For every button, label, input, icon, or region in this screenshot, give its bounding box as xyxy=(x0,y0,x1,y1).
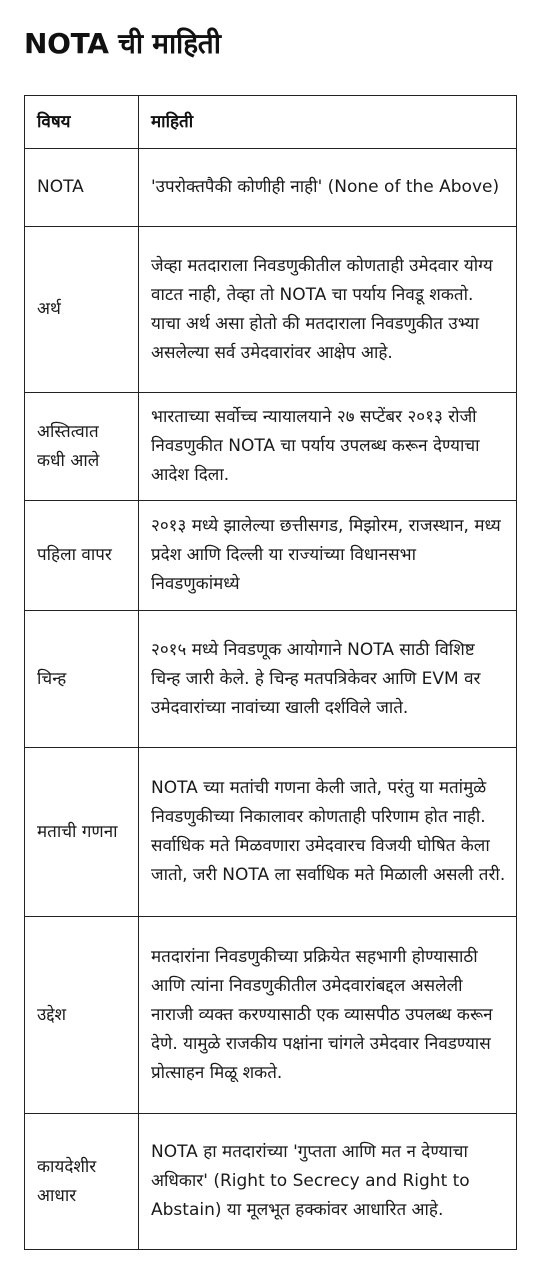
row-subject: चिन्ह xyxy=(25,611,139,748)
row-subject: अस्तित्वात कधी आले xyxy=(25,393,139,501)
table-row xyxy=(25,393,517,501)
row-info: २०१५ मध्ये निवडणूक आयोगाने NOTA साठी विशिष्ट चिन्ह जारी केले. हे चिन्ह मतपत्रिकेवर आणि EVM वर उमेदवारांच्या नावांच्या खाली दर्शविले जाते. xyxy=(139,611,517,748)
table-row xyxy=(25,748,517,917)
table-header-row xyxy=(25,96,517,149)
row-subject: NOTA xyxy=(25,149,139,227)
row-info: NOTA च्या मतांची गणना केली जाते, परंतु या मतांमुळे निवडणुकीच्या निकालावर कोणताही परिणाम होत नाही. सर्वाधिक मते मिळवणारा उमेदवारच विजयी घोषित केला जातो, जरी NOTA ला सर्वाधिक मते मिळाली असली तरी. xyxy=(139,748,517,917)
page-title: NOTA ची माहिती xyxy=(24,27,221,60)
table-row xyxy=(25,611,517,748)
nota-info-table xyxy=(24,95,517,1250)
row-subject: उद्देश xyxy=(25,917,139,1114)
header-info: माहिती xyxy=(139,96,517,149)
row-info: जेव्हा मतदाराला निवडणुकीतील कोणताही उमेदवार योग्य वाटत नाही, तेव्हा तो NOTA चा पर्याय निवडू शकतो. याचा अर्थ असा होतो की मतदाराला निवडणुकीत उभ्या असलेल्या सर्व उमेदवारांवर आक्षेप आहे. xyxy=(139,227,517,393)
row-subject: कायदेशीर आधार xyxy=(25,1114,139,1250)
row-info: भारताच्या सर्वोच्च न्यायालयाने २७ सप्टेंबर २०१३ रोजी निवडणुकीत NOTA चा पर्याय उपलब्ध करून देण्याचा आदेश दिला. xyxy=(139,393,517,501)
row-subject: अर्थ xyxy=(25,227,139,393)
row-info: NOTA हा मतदारांच्या 'गुप्तता आणि मत न देण्याचा अधिकार' (Right to Secrecy and Right to Abstain) या मूलभूत हक्कांवर आधारित आहे. xyxy=(139,1114,517,1250)
row-subject: पहिला वापर xyxy=(25,501,139,611)
row-info: २०१३ मध्ये झालेल्या छत्तीसगड, मिझोरम, राजस्थान, मध्य प्रदेश आणि दिल्ली या राज्यांच्या विधानसभा निवडणुकांमध्ये xyxy=(139,501,517,611)
table-row xyxy=(25,501,517,611)
row-info: 'उपरोक्तपैकी कोणीही नाही' (None of the Above) xyxy=(139,149,517,227)
row-subject: मताची गणना xyxy=(25,748,139,917)
table-row xyxy=(25,227,517,393)
row-info: मतदारांना निवडणुकीच्या प्रक्रियेत सहभागी होण्यासाठी आणि त्यांना निवडणुकीतील उमेदवारांबद्दल असलेली नाराजी व्यक्त करण्यासाठी एक व्यासपीठ उपलब्ध करून देणे. यामुळे राजकीय पक्षांना चांगले उमेदवार निवडण्यास प्रोत्साहन मिळू शकते. xyxy=(139,917,517,1114)
table-row xyxy=(25,917,517,1114)
header-subject: विषय xyxy=(25,96,139,149)
table-row xyxy=(25,1114,517,1250)
table-row xyxy=(25,149,517,227)
